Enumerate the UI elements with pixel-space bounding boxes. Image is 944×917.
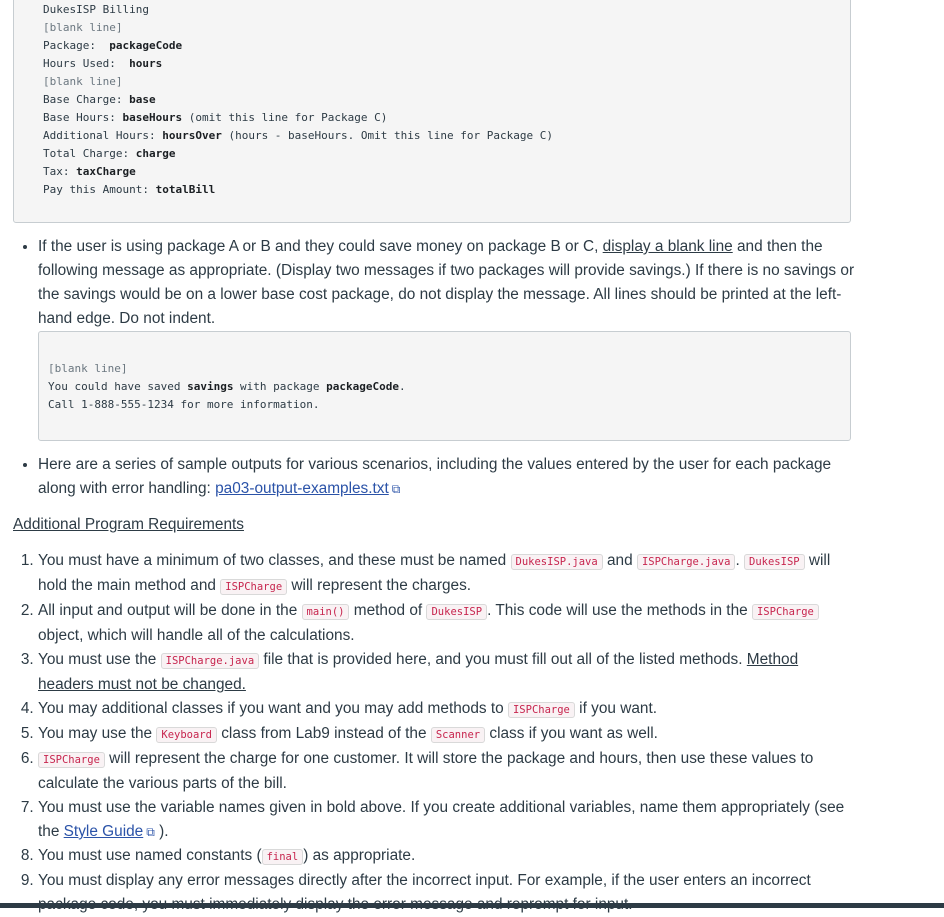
blank-line-link[interactable]: display a blank line: [602, 238, 733, 255]
inline-code: ISPCharge: [752, 604, 819, 620]
list-item: 5. You may use the Keyboard class from Lab9 instead of the Scanner class if you want as well.: [38, 722, 858, 747]
code-line: [blank line]: [43, 21, 123, 34]
bottom-bar: [0, 903, 944, 908]
inline-code: ISPCharge: [508, 702, 575, 718]
savings-message-code-block: [38, 331, 851, 441]
requirements-list: [18, 549, 858, 917]
code-line: [blank line]: [43, 75, 123, 88]
list-item: 3. You must use the ISPCharge.java file that is provided here, and you must fill out all of the listed methods. Method headers must not be changed.: [38, 648, 858, 697]
code-line: [blank line]: [48, 362, 128, 375]
list-item: • Here are a series of sample outputs for various scenarios, including the values entered by the user for each package along with error handling: pa03-output-examples.txt ⧉: [38, 453, 858, 501]
code-line: Pay this Amount: totalBill: [43, 183, 216, 196]
inline-code: ISPCharge.java: [161, 653, 260, 669]
savings-bullet-list: [18, 235, 858, 331]
inline-code: final: [262, 849, 304, 865]
inline-code: ISPCharge: [220, 579, 287, 595]
code-line: Base Hours: baseHours (omit this line for Package C): [43, 111, 388, 124]
list-item: 9. You must display any error messages directly after the incorrect input. For example, if the user enters an incorrect: [38, 869, 858, 917]
code-line: Total Charge: charge: [43, 147, 176, 160]
code-line: Package: packageCode: [43, 39, 183, 52]
code-line: Additional Hours: hoursOver (hours - baseHours. Omit this line for Package C): [43, 129, 553, 142]
billing-output-code-block: [13, 0, 851, 223]
code-line: You could have saved savings with package packageCode.: [48, 380, 406, 393]
list-item: 6. ISPCharge will represent the charge for one customer. It will store the package and hours, then use these values to calculate the various parts of the bill.: [38, 747, 858, 796]
inline-code: Keyboard: [156, 727, 217, 743]
code-line: Hours Used: hours: [43, 57, 163, 70]
emphasis-underline: Method headers must not be changed.: [38, 651, 799, 693]
inline-code: DukesISP: [744, 554, 805, 570]
list-item: 1. You must have a minimum of two classes, and these must be named DukesISP.java and ISPCharge.java . DukesISP will hold the main method and ISPCharge will represent the charges.: [38, 549, 858, 599]
inline-code: ISPCharge: [38, 752, 105, 768]
inline-code: DukesISP.java: [511, 554, 603, 570]
code-line: DukesISP Billing: [43, 3, 149, 16]
inline-code: ISPCharge.java: [637, 554, 736, 570]
code-line: Tax: taxCharge: [43, 165, 136, 178]
section-heading: Additional Program Requirements: [13, 516, 244, 533]
output-examples-link[interactable]: pa03-output-examples.txt: [215, 480, 389, 497]
code-line: Call 1-888-555-1234 for more information.: [48, 398, 320, 411]
inline-code: Scanner: [431, 727, 485, 743]
list-item: 8. You must use named constants ( final ) as appropriate.: [38, 844, 858, 869]
list-item: • If the user is using package A or B and they could save money on package B or C, display a blank line and then the following message as appropriate. (Display two messages if two packages will provide savings.) If there is no savings or the savings would be on a lower base cost package, do not display the message. All lines should be printed at the left-hand edge. Do not indent.: [38, 235, 858, 331]
code-line: Base Charge: base: [43, 93, 156, 106]
style-guide-link[interactable]: Style Guide: [63, 823, 144, 840]
list-item: 4. You may additional classes if you want and you may add methods to ISPCharge if you want.: [38, 697, 858, 722]
list-item: 2. All input and output will be done in the main() method of DukesISP . This code will use the methods in the ISPCharge object, which will handle all of the calculations.: [38, 599, 858, 648]
list-item: 7. You must use the variable names given in bold above. If you create additional variables, name them appropriately (see the Style Guide ⧉ ).: [38, 796, 858, 844]
external-link-icon[interactable]: ⧉: [391, 482, 401, 496]
external-link-icon[interactable]: ⧉: [146, 825, 155, 839]
sample-outputs-bullet-list: [18, 453, 858, 501]
inline-code: DukesISP: [426, 604, 487, 620]
inline-code: main(): [302, 604, 350, 620]
